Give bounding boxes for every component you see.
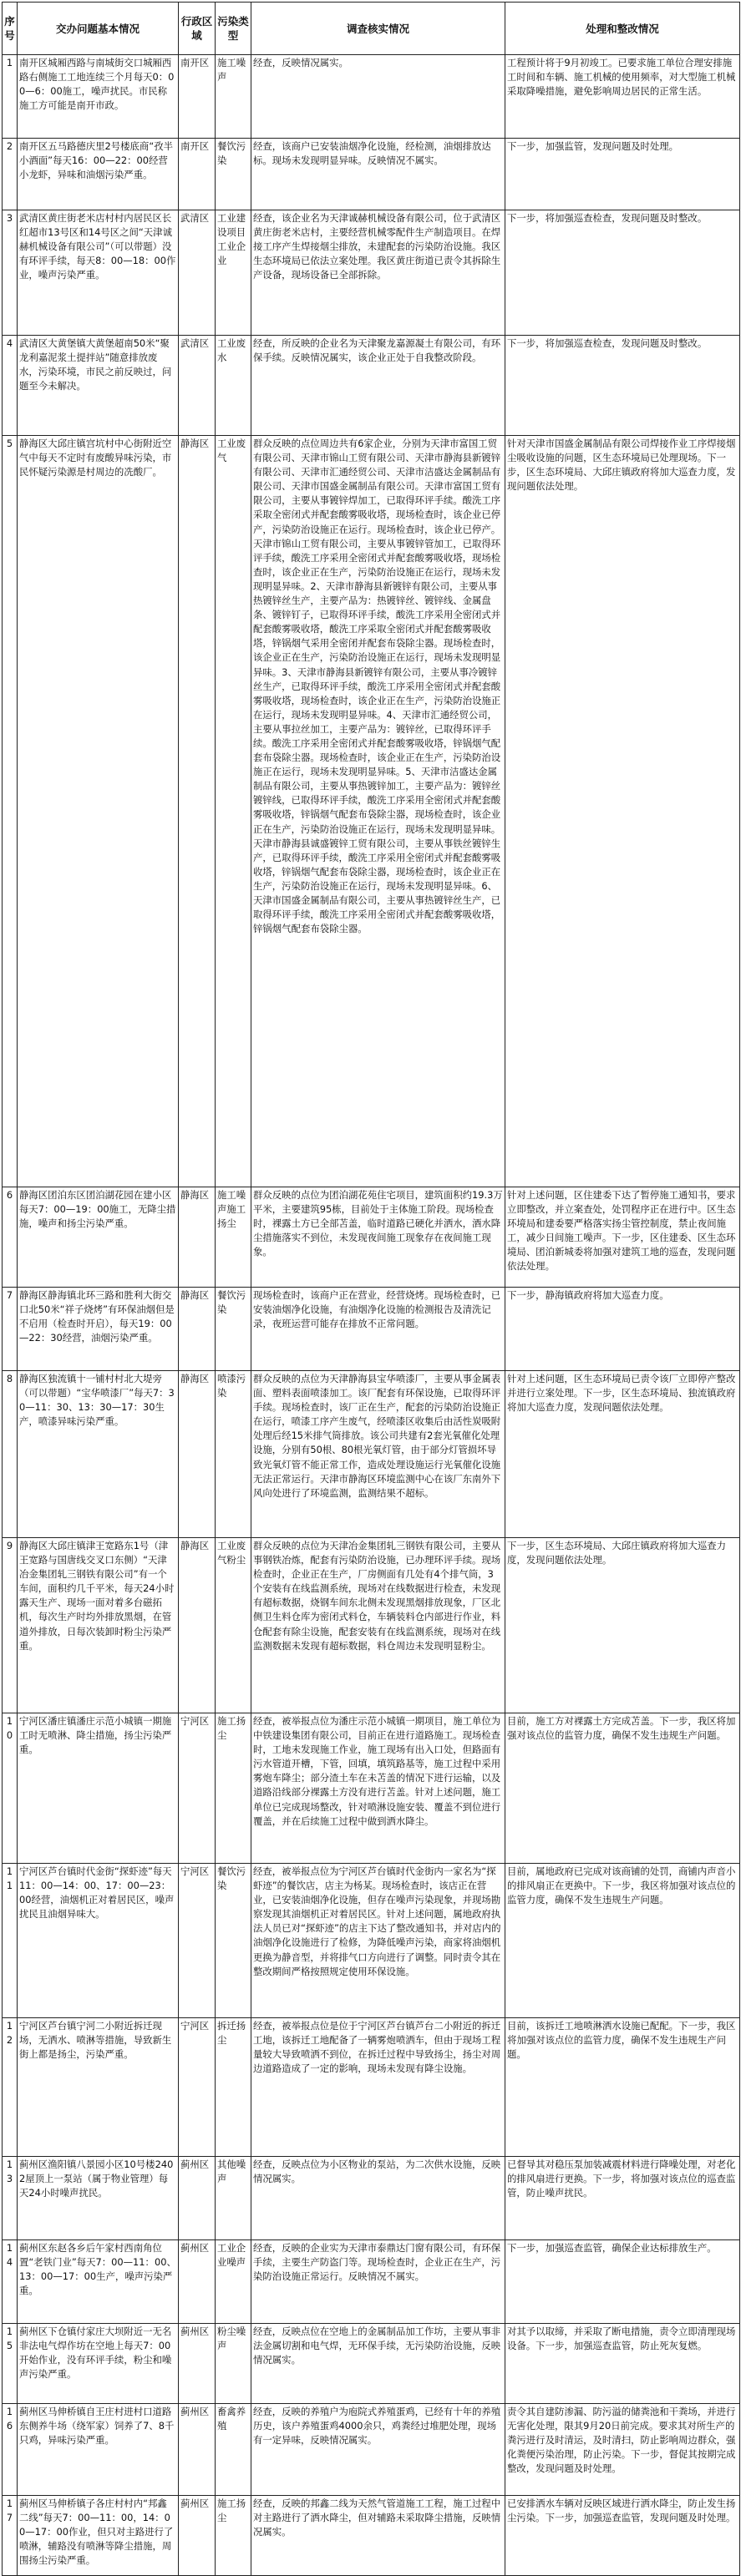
row-problem: 静海区静海镇北环三路和胜利大街交口北50米“祥子烧烤”有环保油烟但是不启用（检查时开启），每天19：00—22：30经营，油烟污染严重。 <box>18 1288 179 1371</box>
row-problem: 南开区城厢西路与南城街交口城厢西路右侧施工工地连续三个月每天0：00—6：00施工，噪声扰民。市民称施工方可能是南开市政。 <box>18 55 179 139</box>
row-serial-number: 6 <box>3 1187 18 1288</box>
row-serial-number: 17 <box>3 2496 18 2576</box>
row-investigation: 群众反映的点位为天津静海县宝华喷漆厂，主要从事金属表面、塑料表面喷漆加工。该厂配套有环保设施，已取得环评手续。现场检查时，该厂正在生产，配套的污染防治设施正在运行，喷漆工序产生废气，经喷漆区收集后由活性炭吸附处理后经15米排气筒排放。该公司共建有2套光氧催化处理设施，分别有50根、80根光氧灯管，由于部分灯管损坏导致光氧灯管不能正常工作，造成处理设施运行光氧催化设施无法正常运行。天津市静海区环境监测中心在该厂东南外下风向处进行了环境监测，监测结果不超标。 <box>251 1371 505 1538</box>
row-handling: 下一步，加强监管，发现问题及时处理。 <box>505 139 740 210</box>
row-pollution-type: 工业废气 <box>216 436 251 1187</box>
row-serial-number: 7 <box>3 1288 18 1371</box>
row-handling: 下一步，区生态环境局、大邱庄镇政府将加大巡查力度，发现问题依法处理。 <box>505 1538 740 1713</box>
table-row <box>3 1713 740 1864</box>
row-pollution-type: 餐饮污染 <box>216 1864 251 2018</box>
row-pollution-type: 工业企业噪声 <box>216 2240 251 2324</box>
table-row <box>3 210 740 336</box>
row-serial-number: 4 <box>3 336 18 436</box>
header-handling: 处理和整改情况 <box>505 3 740 55</box>
row-handling: 下一步，将加强巡查检查，发现问题及时整改。 <box>505 336 740 436</box>
table-body <box>3 55 740 2576</box>
row-serial-number: 12 <box>3 2018 18 2157</box>
row-district: 宁河区 <box>179 1713 216 1864</box>
table-row <box>3 1371 740 1538</box>
row-handling: 工程预计将于9月初竣工。已要求施工单位合理安排施工时间和车辆、施工机械的使用频率，对大型施工机械采取降噪措施，避免影响周边居民的正常生活。 <box>505 55 740 139</box>
row-district: 宁河区 <box>179 2018 216 2157</box>
row-district: 蓟州区 <box>179 2404 216 2496</box>
row-problem: 蓟州区渔阳镇八景园小区10号楼2402屋顶上一泵站（属于物业管理）每天24小时噪声扰民。 <box>18 2157 179 2240</box>
header-problem-summary: 交办问题基本情况 <box>18 3 179 55</box>
table-row <box>3 55 740 139</box>
table-row <box>3 436 740 1187</box>
row-district: 南开区 <box>179 139 216 210</box>
header-pollution-type: 污染类型 <box>216 3 251 55</box>
row-district: 蓟州区 <box>179 2240 216 2324</box>
row-problem: 静海区团泊东区团泊湖花园在建小区每天7：00—19：00施工，无降尘措施，噪声和扬尘污染严重。 <box>18 1187 179 1288</box>
row-serial-number: 3 <box>3 210 18 336</box>
header-investigation: 调查核实情况 <box>251 3 505 55</box>
table-row <box>3 1187 740 1288</box>
row-pollution-type: 餐饮污染 <box>216 1288 251 1371</box>
row-problem: 静海区大邱庄镇宫坑村中心街附近空气中每天不定时有废酸异味污染，市民怀疑污染源是村周边的冼酸厂。 <box>18 436 179 1187</box>
row-investigation: 经查，反映的企业实为天津市泰鼎达门窗有限公司，有环保手续，主要生产防盗门等。现场检查时，企业正在生产，污染防治设施正常运行。反映情况不属实。 <box>251 2240 505 2324</box>
row-serial-number: 2 <box>3 139 18 210</box>
row-serial-number: 15 <box>3 2324 18 2404</box>
row-district: 静海区 <box>179 1187 216 1288</box>
row-handling: 下一步，将加强巡查检查，发现问题及时整改。 <box>505 210 740 336</box>
row-district: 武清区 <box>179 336 216 436</box>
row-investigation: 现场检查时，该商户正在营业，经营烧烤。现场检查时，已安装油烟净化设施，有油烟净化设施的检测报告及清洗记录，夜班运营可能存在排放不正常问题。 <box>251 1288 505 1371</box>
table-row <box>3 139 740 210</box>
row-problem: 蓟州区下仓镇付家庄大坝附近一无名非法电气焊作坊在空地上每天7：00开始作业，没有环评手续，粉尘和噪声污染严重。 <box>18 2324 179 2404</box>
row-investigation: 经查，该企业名为天津诚赫机械设备有限公司，位于武清区黄庄街老米店村，主要经营机械零配件生产制造项目。在焊接工序产生焊接烟尘排放，未建配套的污染防治设施。我区生态环境局已依法立案处理。我区黄庄街道已责令其拆除生产设备，现场设备已全部拆除。 <box>251 210 505 336</box>
row-handling: 已督导其对稳压泵加装减震材料进行降噪处理，对老化的排风扇进行更换。下一步，将加强对该点位的巡查监管，防止噪声扰民。 <box>505 2157 740 2240</box>
table-row <box>3 336 740 436</box>
row-handling: 针对上述问题，区生态环境局已责令该厂立即停产整改并进行立案处理。下一步，区生态环境局、独流镇政府将加大巡查力度，发现问题依法处理。 <box>505 1371 740 1538</box>
row-pollution-type: 拆迁扬尘 <box>216 2018 251 2157</box>
row-pollution-type: 其他噪声 <box>216 2157 251 2240</box>
row-investigation: 经查，被举报点位为宁河区芦台镇时代金街内一家名为“探虾迹”的餐饮店，店主为杨某。现场检查时，该店正在营业，已安装油烟净化设施，但存在噪声污染现象，并现场勘察发现其油烟机正对着居民区。针对上述问题，属地政府执法人员已对“探虾迹”的店主下达了整改通知书，并对店内的油烟净化设施进行了检修，为降低噪声污染，商家将油烟机更换为静音型，并将排气口方向进行了调整。同时责令其在整改期间严格按照规定使用环保设施。 <box>251 1864 505 2018</box>
row-pollution-type: 工业废水 <box>216 336 251 436</box>
row-pollution-type: 工业建设项目工业企业 <box>216 210 251 336</box>
row-handling: 针对天津市国盛金属制品有限公司焊接作业工序焊接烟尘吸收设施的问题，区生态环境局已处理现场。下一步，区生态环境局、大邱庄镇政府将加大巡查力度，发现问题依法处理。 <box>505 436 740 1187</box>
table-header-row <box>3 3 740 55</box>
row-handling: 针对上述问题，区住建委下达了暂停施工通知书，要求立即整改，并立案查处，处罚程序正在进行中。区生态环境局和建委要严格落实扬尘管控制度，禁止夜间施工，减少日间施工噪声。下一步，区住建委、区生态环境局、团泊新城委将加强对建筑工地的巡查，发现问题依法处理。 <box>505 1187 740 1288</box>
row-district: 静海区 <box>179 1371 216 1538</box>
table-row <box>3 1864 740 2018</box>
table-row <box>3 2404 740 2496</box>
row-pollution-type: 畜禽养殖 <box>216 2404 251 2496</box>
table-row <box>3 2018 740 2157</box>
table-row <box>3 2324 740 2404</box>
row-problem: 蓟州区马伸桥镇自王庄村进村口道路东侧养牛场（绕军家）饲养了7、8千只鸡，异味污染严重。 <box>18 2404 179 2496</box>
row-investigation: 经查，被举报点位为潘庄示范小城镇一期项目，施工单位为中铁建设集团有限公司，目前正在进行道路施工。现场检查时，工地未发现施工作业，施工现场有出入口处，但路面有污水管道开槽，下管，回填，填筑路基等，施工过程中采用雾炮车降尘；部分渣土车在未苫盖的情况下进行运输，以及道路沿线部分裸露土方没有进行苫盖。针对上述问题，施工单位已完成现场整改，针对喷淋设施安装、覆盖不到位进行覆盖，并在后续施工过程中做到洒水降尘。 <box>251 1713 505 1864</box>
row-pollution-type: 施工噪声 <box>216 55 251 139</box>
row-investigation: 经查，反映的养殖户为庖院式养殖蛋鸡，已经有十年的养殖历史，该户养殖蛋鸡4000余只，鸡粪经过堆肥处理，现场有一定异味，反映情况属实。 <box>251 2404 505 2496</box>
row-problem: 宁河区芦台镇宁河二小附近拆迁现场，无洒水、喷淋等措施，导致新生街上都是扬尘，污染严重。 <box>18 2018 179 2157</box>
row-serial-number: 13 <box>3 2157 18 2240</box>
row-handling: 下一步，加强巡查监管，确保企业达标排放生产。 <box>505 2240 740 2324</box>
row-serial-number: 10 <box>3 1713 18 1864</box>
row-serial-number: 11 <box>3 1864 18 2018</box>
row-investigation: 经查，反映点位在空地上的金属制品加工作坊，主要从事非法金属切割和电气焊，无环保手续，无污染防治设施，反映情况属实。 <box>251 2324 505 2404</box>
row-problem: 南开区五马路德庆里2号楼底商“孜半小酒面”每天16：00—22：00经营小龙虾，异味和油烟污染严重。 <box>18 139 179 210</box>
row-district: 静海区 <box>179 1538 216 1713</box>
row-handling: 责令其自建防渗漏、防污溢的储粪池和干粪场，并进行无害化处理，限其9月20日前完成。要求其对所生产的粪污进行及时清运，及时清扫，防止影响周边群众，强化粪便污染治理，防止污染。下一步，督促其按期完成整改，发现问题及时处理。 <box>505 2404 740 2496</box>
row-problem: 静海区独流镇十一铺村村北大堤旁（可以带题）“宝华喷漆厂”每天7：30—11：30、13：30—17：30生产，喷漆异味污染严重。 <box>18 1371 179 1538</box>
row-district: 蓟州区 <box>179 2157 216 2240</box>
row-handling: 下一步，静海镇政府将加大巡查力度。 <box>505 1288 740 1371</box>
row-serial-number: 14 <box>3 2240 18 2324</box>
row-pollution-type: 工业废气粉尘 <box>216 1538 251 1713</box>
row-problem: 武清区黄庄街老米店村村内居民区长红超市13号区和14号区之间“天津诚赫机械设备有限公司”（可以带题）没有环评手续，每天8：00—18：00作业，噪声污染严重。 <box>18 210 179 336</box>
row-serial-number: 16 <box>3 2404 18 2496</box>
row-serial-number: 1 <box>3 55 18 139</box>
header-district: 行政区域 <box>179 3 216 55</box>
row-investigation: 经查，所反映的企业名为天津聚龙嘉源凝土有限公司，有环保手续。反映情况属实，该企业正处于自我整改阶段。 <box>251 336 505 436</box>
row-district: 南开区 <box>179 55 216 139</box>
row-district: 宁河区 <box>179 1864 216 2018</box>
row-investigation: 经查，该商户已安装油烟净化设施，经检测，油烟排放达标。现场未发现明显异味。反映情况不属实。 <box>251 139 505 210</box>
row-serial-number: 9 <box>3 1538 18 1713</box>
row-problem: 宁河区潘庄镇潘庄示范小城镇一期施工时无喷淋、降尘措施，扬尘污染严重。 <box>18 1713 179 1864</box>
row-serial-number: 5 <box>3 436 18 1187</box>
row-district: 蓟州区 <box>179 2324 216 2404</box>
table-row <box>3 1288 740 1371</box>
row-serial-number: 8 <box>3 1371 18 1538</box>
row-handling: 已安排洒水车辆对反映区域进行洒水降尘，防止发生扬尘污染。下一步，加强巡查监管，发现问题及时处理。 <box>505 2496 740 2576</box>
row-investigation: 经查，反映点位为小区物业的泵站，为二次供水设施，反映情况属实。 <box>251 2157 505 2240</box>
table-row <box>3 1538 740 1713</box>
row-pollution-type: 施工噪声施工扬尘 <box>216 1187 251 1288</box>
row-problem: 武清区大黄堡镇大黄堡超南50米“聚龙利嘉泥浆土提拌站”随意排放废水，污染环境，市民之前反映过，问题至今未解决。 <box>18 336 179 436</box>
row-investigation: 群众反映的点位周边共有6家企业，分别为天津市富国工贸有限公司、天津市锦山工贸有限公司、天津市静海县新镀锌有限公司、天津市汇通经贸公司、天津市洁盛达金属制品有限公司、天津市国盛金属制品有限公司。天津市富国工贸有限公司，主要从事镀锌焊加工，已取得环评手续。酸洗工序采取全密闭式并配套酸雾吸收塔，现场检查时，该企业已停产，污染防治设施正在运行。现场检查时，该企业已停产。天津市锦山工贸有限公司，主要从事镀锌管加工，已取得环评手续，酸洗工序采用全密闭式并配套酸雾吸收塔，现场检查时，该企业正在生产，污染防治设施正在运行，现场未发现明显异味。2、天津市静海县新镀锌有限公司，主要从事热镀锌丝生产，主要产品为：热镀锌丝、镀锌线、金属盘条、镀锌钉子，已取得环评手续，酸洗工序采用全密闭式并配套酸雾吸收塔，酸洗工序采取全密闭式并配套酸雾吸收塔，锌锅烟气采用全密闭并配套布袋除尘器。现场检查时，该企业正在生产，污染防治设施正在运行，现场未发现明显异味。3、天津市静海县新镀锌有限公司，主要从事冷镀锌丝生产，已取得环评手续，酸洗工序采用全密闭式并配套酸雾吸收塔，现场检查时，该企业正在生产，污染防治设施正在运行，现场未发现明显异味。4、天津市汇通经贸公司，主要从事拉丝加工，主要产品为：镀锌丝，已取得环评手续。酸洗工序采用全密闭式并配套酸雾吸收塔，锌锅烟气配套布袋除尘器。现场检查时，该企业正在生产，污染防治设施正在运行，现场未发现明显异味。5、天津市洁盛达金属制品有限公司，主要从事热镀锌加工，主要产品为：镀锌丝镀锌线，已取得环评手续，酸洗工序采用全密闭式并配套酸雾吸收塔，锌锅烟气配套布袋除尘器，现场检查时，该企业正在生产，污染防治设施正在运行，现场未发现明显异味。天津市静海县诚盛镀锌工贸有限公司，主要从事铁丝镀锌生产，已取得环评手续，酸洗工序采用全密闭式并配套酸雾吸收塔，锌锅烟气配套布袋除尘器，现场检查时，该企业正在生产，污染防治设施正在运行，现场未发现明显异味。6、天津市国盛金属制品有限公司，主要从事热镀锌丝生产，已取得环评手续，酸洗工序采用全密闭式并配套酸雾吸收塔，锌锅烟气配套布袋除尘器。 <box>251 436 505 1187</box>
row-pollution-type: 餐饮污染 <box>216 139 251 210</box>
table-row <box>3 2240 740 2324</box>
row-pollution-type: 施工扬尘 <box>216 2496 251 2576</box>
row-pollution-type: 喷漆污染 <box>216 1371 251 1538</box>
complaint-table <box>2 2 740 2576</box>
row-investigation: 群众反映的点位为团泊湖花苑住宅项目，建筑面积约19.3万平米，主要建筑95栋，目前处于主体施工阶段。现场检查时，裸露土方已全部苫盖，临时道路已硬化并洒水，酒水降尘措施落实不到位，未发现夜间施工现象存在夜间施工现象。 <box>251 1187 505 1288</box>
row-problem: 蓟州区东赵各乡后午家村西南角位置“老铁门业”每天7：00—11：00、13：00—17：00生产，噪声污染严重。 <box>18 2240 179 2324</box>
row-problem: 静海区大邱庄镇津王宽路东1号（津王宽路与国唐线交叉口东侧）“天津冶金集团轧三钢铁有限公司”有一个车间，面积约几千平米，每天24小时露天生产、现场一面对着多台磁拓机，每次生产时均外排放黑烟，在管道外排放，日每次装卸时粉尘污染严重。 <box>18 1538 179 1713</box>
table-row <box>3 2157 740 2240</box>
row-problem: 宁河区芦台镇时代金街“探虾迹”每天11：00—14：00、17：00—23：00经营，油烟机正对着居民区，噪声扰民且油烟异味大。 <box>18 1864 179 2018</box>
row-problem: 蓟州区马伸桥镇子各庄村村内“邦鑫二线”每天7：00—11：00，14：00—17：00作业，但只对主路进行了喷淋，辅路没有喷淋等降尘措施，周围扬尘污染严重。 <box>18 2496 179 2576</box>
row-pollution-type: 施工扬尘 <box>216 1713 251 1864</box>
row-handling: 对其予以取缔，并采取了断电措施，责令立即清理现场设备。下一步，加强巡查监管，防止死灰复燃。 <box>505 2324 740 2404</box>
row-investigation: 经查，反映的邦鑫二线为天然气管道施工工程，施工过程中对主路进行了洒水降尘，但对辅路未采取降尘措施，反映情况属实。 <box>251 2496 505 2576</box>
row-district: 静海区 <box>179 436 216 1187</box>
row-investigation: 经查，被举报点位是位于宁河区芦台镇芦台二小附近的拆迁工地，该拆迁工地配备了一辆雾炮喷洒车，但由于现场工程量较大导致喷洒不到位，在拆迁过程中导致扬尘，扬尘对周边道路造成了一定的影响，现场未发现有降尘设施。 <box>251 2018 505 2157</box>
row-handling: 目前，该拆迁工地喷淋洒水设施已配配。下一步，我区将加强对该点位的监管力度，确保不发生违规生产问题。 <box>505 2018 740 2157</box>
row-district: 静海区 <box>179 1288 216 1371</box>
row-investigation: 经查，反映情况属实。 <box>251 55 505 139</box>
row-district: 武清区 <box>179 210 216 336</box>
header-serial-number: 序号 <box>3 3 18 55</box>
table-row <box>3 2496 740 2576</box>
row-handling: 目前，施工方对裸露土方完成苫盖。下一步，我区将加强对该点位的监管力度，确保不发生违规生产问题。 <box>505 1713 740 1864</box>
row-pollution-type: 粉尘噪声 <box>216 2324 251 2404</box>
row-investigation: 群众反映的点位为天津冶金集团轧三钢铁有限公司，主要从事钢铁冶炼，配套有污染防治设施，已办理环评手续。现场检查时，企业正在生产，厂房侧面有几处有4个排气筒，3个安装有在线监测系统，现场对在线数据进行检查，未发现有超标数据，烧钢车间东北侧未发现黑烟排放现象，厂区北侧卫生料仓库为密闭式料仓，车辆装料仓内部进行作业，料仓配套有除尘设施，配套安装有在线监测系统，现场对在线监测数据未发现有超标数据，料仓周边未发现明显粉尘。 <box>251 1538 505 1713</box>
row-district: 蓟州区 <box>179 2496 216 2576</box>
row-handling: 目前，属地政府已完成对该商铺的处罚，商铺内声音小的排风扇正在更换中。下一步，我区将加强对该点位的监管力度，确保不发生违规生产问题。 <box>505 1864 740 2018</box>
